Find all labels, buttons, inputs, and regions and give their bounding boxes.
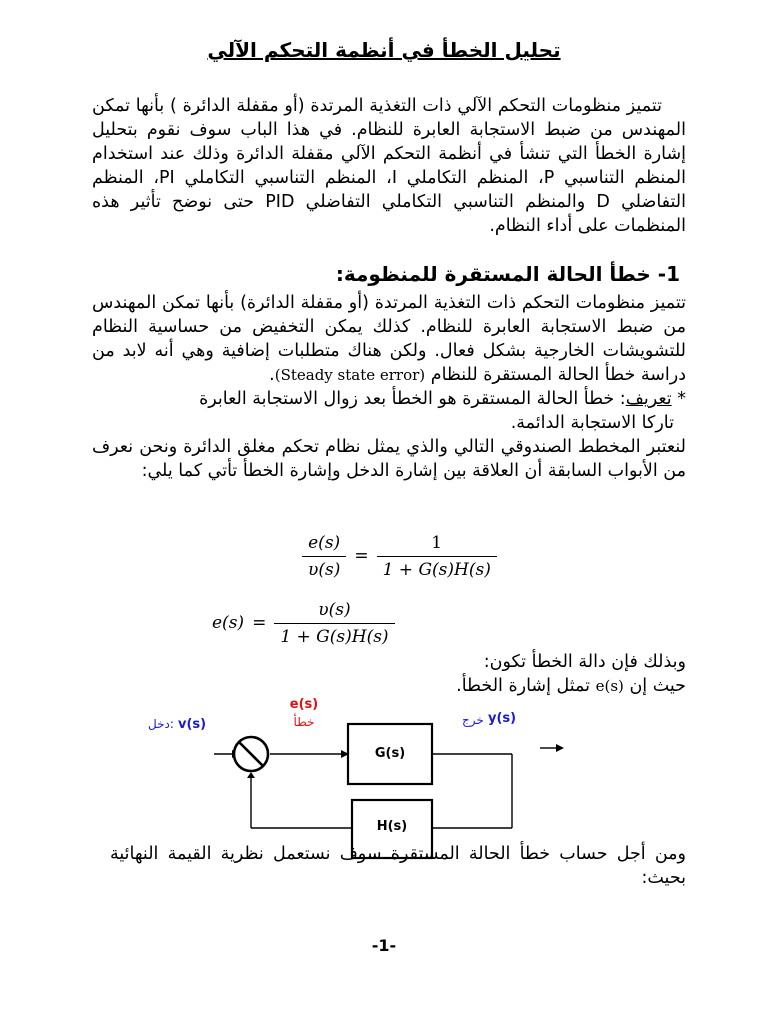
formula1-lhs-numerator: e(s) bbox=[308, 533, 341, 553]
error-signal-label: e(s) bbox=[289, 697, 319, 712]
final-paragraph: ومن أجل حساب خطأ الحالة المستقرة سوف نستعمل نظرية القيمة النهائية بحيث: bbox=[110, 844, 686, 888]
formula2-rhs-numerator: υ(s) bbox=[318, 600, 351, 620]
page-number: -1- bbox=[371, 936, 397, 955]
formula1-rhs-denominator: 1 + G(s)H(s) bbox=[377, 556, 497, 580]
output-arrowhead bbox=[556, 744, 564, 752]
input-arabic-label: دخل: bbox=[148, 717, 174, 731]
definition-term: تعريف bbox=[625, 389, 672, 409]
page-title: تحليل الخطأ في أنظمة التحكم الآلي bbox=[207, 38, 561, 62]
section-paragraph-1-end: . bbox=[269, 365, 275, 385]
feedback-arrowhead bbox=[247, 772, 255, 778]
definition-continuation: تاركا الاستجابة الدائمة. bbox=[510, 413, 674, 433]
formula2-lhs: e(s) bbox=[212, 613, 245, 633]
definition-star: * bbox=[671, 389, 686, 409]
steady-state-error-term: (Steady state error) bbox=[274, 366, 426, 384]
forward-block-label: G(s) bbox=[374, 746, 406, 761]
formula1-lhs-denominator: υ(s) bbox=[302, 556, 346, 580]
error-signal-symbol: e(s) bbox=[595, 677, 624, 695]
section-paragraph-1-text: تتميز منظومات التحكم ذات التغذية المرتدة (أو مقفلة الدائرة) بأنها تمكن المهندس من ضبط الاستجابة العابرة للنظام. كذلك يمكن التخفيض من حساسية النظام للتشويشات الخارجية بشكل فعال. ولكن هناك متطلبات إضافية وهي أنه لابد من دراسة خطأ الحالة المستقرة للنظام bbox=[92, 293, 686, 385]
equals-sign: = bbox=[354, 546, 369, 566]
error-signal-text-a: حيث إن bbox=[623, 676, 686, 696]
section-paragraph-2: لنعتبر المخطط الصندوقي التالي والذي يمثل نظام تحكم مغلق الدائرة ونحن نعرف من الأبواب السابقة أن العلاقة بين إشارة الدخل وإشارة الخطأ تأتي كما يلي: bbox=[92, 437, 686, 481]
section-heading: 1- خطأ الحالة المستقرة للمنظومة: bbox=[335, 262, 680, 286]
error-function-line: وبذلك فإن دالة الخطأ تكون: bbox=[483, 652, 686, 672]
formula2-rhs-denominator: 1 + G(s)H(s) bbox=[274, 623, 394, 647]
error-signal-text-b: تمثل إشارة الخطأ. bbox=[456, 676, 596, 696]
output-arabic-label: خرج bbox=[462, 713, 484, 727]
intro-text: تتميز منظومات التحكم الآلي ذات التغذية المرتدة (أو مقفلة الدائرة ) بأنها تمكن المهندس من ضبط الاستجابة العابرة للنظام. في هذا الباب سوف نقوم بتحليل إشارة الخطأ التي تنشأ في أنظمة التحكم الآلي مقفلة الدائرة وذلك عند استخدام المنظم التناسبي P، المنظم التكاملي I، المنظم التناسبي التكاملي PI، المنظم التفاضلي D والمنظم التناسبي التكاملي التفاضلي PID حتى نوضح تأثير هذه المنظمات على أداء النظام. bbox=[92, 96, 686, 236]
formula1-rhs-numerator: 1 bbox=[431, 533, 443, 553]
input-signal-label: v(s) bbox=[178, 717, 207, 732]
equals-sign: = bbox=[252, 613, 267, 633]
definition-text: : خطأ الحالة المستقرة هو الخطأ بعد زوال الاستجابة العابرة bbox=[199, 389, 626, 409]
feedback-block-label: H(s) bbox=[376, 819, 408, 834]
error-arabic-label: خطأ bbox=[293, 715, 315, 729]
output-signal-label: y(s) bbox=[488, 711, 517, 726]
